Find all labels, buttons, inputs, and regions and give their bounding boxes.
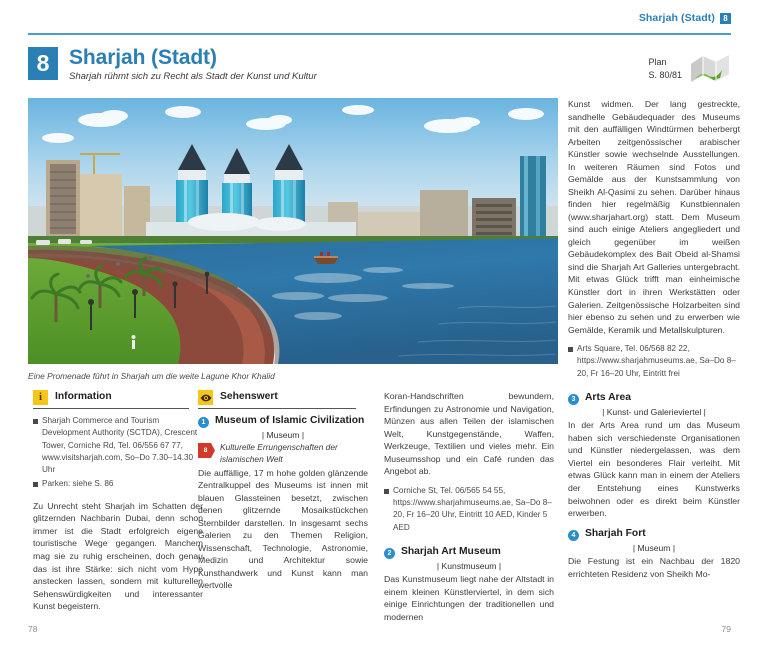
poi3-body: In der Arts Area rund um das Museum haben sich verschiedenste Organisationen und Künstler niedergelassen, was dem Viertel ein besonderes Flair verleiht. Mit etwas Glück kann man in einem der Ateliers der Entstehung eines Kunstwerks beiwohnen oder es direkt beim Künstler erwerben. bbox=[568, 420, 740, 519]
poi2-body-part2: Kunst widmen. Der lang gestreckte, sandhelle Gebäudequader des Museums mit den auffälligen Windtürmen beherbergt Arbeiten zeitgenössischer arabischer Künstler sowie wechselnde Ausstellungen. In weiteren Räumen sind Fotos und Gemälde aus der Kunstsammlung von Sheikh Al-Qasimi zu sehen. Darüber hinaus finden hier regelmäßig Kunstbiennalen (www.sharjahart.org) statt. Dem Museum sind auch einige Ateliers angegliedert und gleich gegenüber im weißen Gebäudekomplex des Bait Obeid al-Shamsi sind die Sharjah Art Galleries untergebracht. Mit etwas Glück trifft man einheimische Künstler dort in ihren Werkstätten oder Galerien. Zeitgenössische Holzarbeiten sind hier ebenso zu sehen und zu erwerben wie Gemälde, Keramik und Metallskulpturen. bbox=[568, 99, 740, 335]
plan-label: Plan bbox=[648, 56, 667, 67]
poi-name: Arts Area bbox=[585, 391, 631, 403]
poi1-body-part2: Koran-Handschriften bewundern, Erfindungen zu Astronomie und Navigation, Münzen aus allen Teilen der islamischen Welt, Kunstgegenstände, Waffen, Werkzeuge, Textilien und vieles mehr. Ein Museumsshop und ein Café runden das Angebot ab. bbox=[384, 391, 554, 477]
poi-tagline: Kulturelle Errungenschaften der islamischen Welt bbox=[220, 442, 338, 464]
running-head-badge: 8 bbox=[720, 13, 731, 24]
sights-rule bbox=[198, 408, 356, 409]
info-entry-text: Sharjah Commerce and Tourism Development Authority (SCTDA), Crescent Tower, Corniche Rd, Tel. 06/556 67 77, www.visitsharjah.com, So–Do 7.30–14.30 Uhr bbox=[42, 416, 198, 475]
poi-entry-sharjah-fort bbox=[568, 528, 740, 541]
info-entry bbox=[33, 478, 203, 490]
poi-tagline-row bbox=[198, 442, 368, 464]
poi1-contact-text: Corniche St, Tel. 06/565 54 55, https://www.sharjahmuseums.ae, Sa–Do 8–20, Fr 16–20 Uhr, Eintritt 10 AED, Kinder 5 AED bbox=[393, 485, 552, 532]
bullet-square-icon bbox=[384, 489, 389, 494]
information-heading bbox=[33, 390, 203, 405]
page-subtitle: Sharjah rühmt sich zu Recht als Stadt der Kunst und Kultur bbox=[69, 71, 317, 83]
map-icon bbox=[689, 52, 731, 86]
poi-name: Museum of Islamic Civilization bbox=[215, 415, 365, 427]
information-heading-label: Information bbox=[55, 391, 112, 403]
red-arrow-marker-icon bbox=[198, 443, 215, 458]
poi-kind: | Kunstmuseum | bbox=[436, 560, 502, 571]
column-right-page bbox=[568, 98, 740, 580]
poi-entry-sharjah-art-museum bbox=[384, 546, 554, 559]
poi-number-badge: 1 bbox=[198, 417, 209, 428]
poi-number-badge: 3 bbox=[568, 394, 579, 405]
poi-number-badge: 4 bbox=[568, 530, 579, 541]
photo-caption: Eine Promenade führt in Sharjah um die weite Lagune Khor Khalid bbox=[28, 371, 275, 381]
poi-kind: | Museum | bbox=[261, 430, 305, 441]
column-continued bbox=[384, 390, 554, 623]
hero-photo bbox=[28, 98, 558, 364]
column-information bbox=[33, 390, 203, 620]
poi2-body-part1: Das Kunstmuseum liegt nahe der Altstadt in einem kleinen Künstlerviertel, in dem sich einige Einrichtungen der traditionellen und modernen bbox=[384, 574, 554, 622]
eye-icon bbox=[198, 390, 213, 405]
folio-left: 78 bbox=[28, 624, 38, 634]
intro-paragraph: Zu Unrecht steht Sharjah im Schatten der glitzernden Nachbarin Dubai, denn schon immer ist die Stadt erfolgreich eigene touristische Wege gegangen. Manchem mag sie zu ruhig erscheinen, doch genau das ist ihre Stärke: sich nicht vom Hype anstecken lassen, sondern mit kulturellen Sehenswürdigkeiten und interessanter Kunst begeistern. bbox=[33, 500, 203, 612]
running-head bbox=[639, 12, 731, 24]
poi2-contact bbox=[568, 343, 740, 380]
plan-reference bbox=[648, 52, 731, 86]
bullet-square-icon bbox=[33, 482, 38, 487]
poi1-contact bbox=[384, 485, 554, 534]
poi1-body-part1: Die auffällige, 17 m hohe golden glänzende Zentralkuppel des Museums ist innen mit blauen Glassteinen besetzt, zwischen denen glitzernde Mosaikstückchen Sternbilder darstellen. In insgesamt sechs Galerien zu den Themen Religion, Wissenschaft, Technologie, Astronomie, Medizin und Architektur sowie Kunsthandwerk und Kunst kann man wertvolle bbox=[198, 467, 368, 591]
information-rule bbox=[33, 408, 189, 409]
header-rule bbox=[28, 33, 731, 35]
column-sights bbox=[198, 390, 368, 592]
bullet-square-icon bbox=[33, 419, 38, 424]
bullet-square-icon bbox=[568, 347, 573, 352]
info-entry bbox=[33, 415, 203, 476]
poi-kind: | Museum | bbox=[632, 542, 676, 553]
folio-right: 79 bbox=[721, 624, 731, 634]
poi-entry-museum-of-islamic-civilization bbox=[198, 415, 368, 428]
red-arrow-number: 8 bbox=[203, 447, 208, 455]
info-entry-text: Parken: siehe S. 86 bbox=[42, 478, 114, 488]
sights-heading-label: Sehenswert bbox=[220, 391, 278, 403]
running-head-title: Sharjah (Stadt) bbox=[638, 12, 715, 24]
sights-heading bbox=[198, 390, 368, 405]
poi4-body: Die Festung ist ein Nachbau der 1820 errichteten Residenz von Sheikh Mo- bbox=[568, 555, 740, 579]
poi-number-badge: 2 bbox=[384, 548, 395, 559]
poi-entry-arts-area bbox=[568, 392, 740, 405]
poi-kind: | Kunst- und Galerieviertel | bbox=[602, 406, 706, 417]
chapter-number-badge: 8 bbox=[28, 47, 58, 80]
poi-name: Sharjah Fort bbox=[585, 527, 646, 539]
poi2-contact-text: Arts Square, Tel. 06/568 82 22, https://www.sharjahmuseums.ae, Sa–Do 8–20, Fr 16–20 Uhr, Eintritt frei bbox=[577, 344, 736, 378]
plan-pages: S. 80/81 bbox=[648, 70, 682, 80]
poi-name: Sharjah Art Museum bbox=[401, 545, 501, 557]
info-icon: i bbox=[33, 390, 48, 405]
chapter-title-block bbox=[28, 47, 317, 82]
page-title: Sharjah (Stadt) bbox=[69, 46, 217, 69]
